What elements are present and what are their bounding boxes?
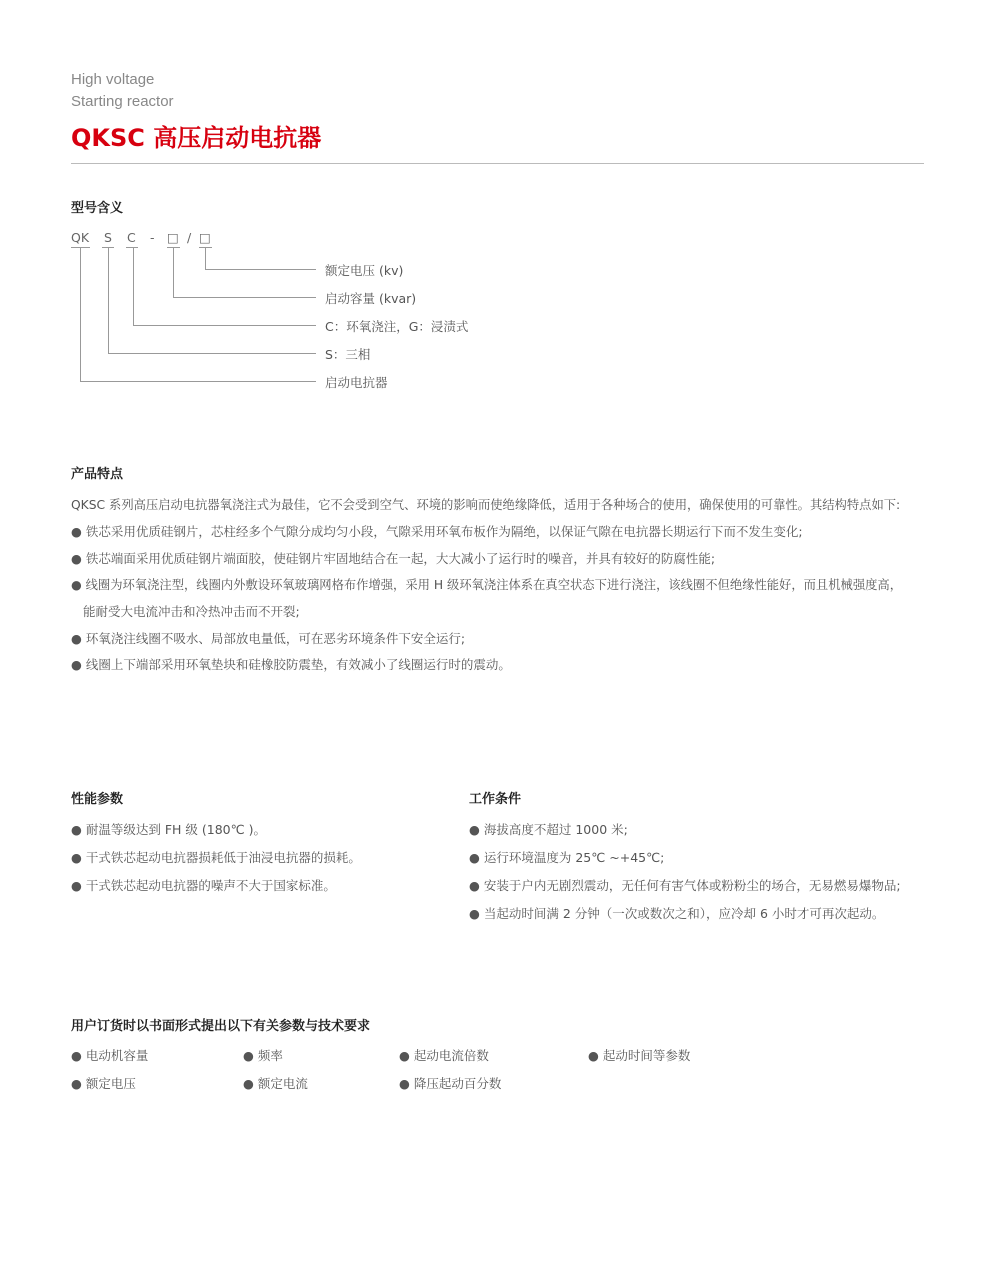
order-item: ● 额定电流: [243, 1076, 308, 1091]
performance-item: ● 干式铁芯起动电抗器损耗低于油浸电抗器的损耗。: [71, 850, 361, 865]
code-c: C: [127, 230, 136, 245]
order-item: ● 频率: [243, 1048, 283, 1063]
label-reactor: 启动电抗器: [325, 375, 388, 390]
feature-item: ● 铁芯采用优质硅钢片，芯柱经多个气隙分成均匀小段，气隙采用环氧布板作为隔绝，以保证气隙在电抗器长期运行下而不发生变化;: [71, 524, 803, 539]
performance-item: ● 干式铁芯起动电抗器的噪声不大于国家标准。: [71, 878, 336, 893]
label-rated-voltage: 额定电压 (kv): [325, 263, 404, 278]
label-phase: S：三相: [325, 347, 371, 362]
condition-item: ● 海拔高度不超过 1000 米;: [469, 822, 628, 837]
order-item: ● 起动电流倍数: [399, 1048, 489, 1063]
model-heading: 型号含义: [71, 201, 124, 216]
order-item: ● 起动时间等参数: [588, 1048, 691, 1063]
code-qk: QK: [71, 230, 90, 245]
feature-item-continued: 能耐受大电流冲击和冷热冲击而不开裂;: [83, 604, 300, 619]
performance-heading: 性能参数: [71, 792, 124, 807]
code-dash: -: [150, 230, 155, 245]
code-s: S: [104, 230, 112, 245]
feature-item: ● 铁芯端面采用优质硅钢片端面胶，使硅钢片牢固地结合在一起，大大减小了运行时的噪音，并具有较好的防腐性能;: [71, 551, 716, 566]
code-slash: /: [187, 230, 192, 245]
condition-item: ● 运行环境温度为 25℃ ~+45℃;: [469, 850, 665, 865]
features-heading: 产品特点: [71, 467, 124, 482]
code-box-capacity: □: [167, 230, 179, 245]
subtitle-en-1: High voltage: [71, 71, 155, 88]
code-box-voltage: □: [199, 230, 211, 245]
condition-item: ● 当起动时间满 2 分钟（一次或数次之和），应冷却 6 小时才可再次起动。: [469, 906, 885, 921]
condition-item: ● 安装于户内无剧烈震动，无任何有害气体或粉粉尘的场合，无易燃易爆物品;: [469, 878, 901, 893]
subtitle-en-2: Starting reactor: [71, 93, 174, 110]
feature-item: ● 线圈为环氧浇注型，线圈内外敷设环氧玻璃网格布作增强，采用 H 级环氧浇注体系在真空状态下进行浇注，该线圈不但绝缘性能好，而且机械强度高，: [71, 578, 903, 592]
model-diagram-lines: [0, 0, 330, 400]
features-intro: QKSC 系列高压启动电抗器氧浇注式为最佳，它不会受到空气、环境的影响而使绝缘降低，适用于各种场合的使用，确保使用的可靠性。其结构特点如下:: [71, 498, 901, 512]
label-type: C：环氧浇注，G：浸渍式: [325, 319, 469, 334]
order-heading: 用户订货时以书面形式提出以下有关参数与技术要求: [71, 1019, 371, 1034]
performance-item: ● 耐温等级达到 FH 级 (180℃ )。: [71, 822, 267, 837]
order-item: ● 额定电压: [71, 1076, 136, 1091]
order-item: ● 电动机容量: [71, 1048, 149, 1063]
order-item: ● 降压起动百分数: [399, 1076, 502, 1091]
feature-item: ● 线圈上下端部采用环氧垫块和硅橡胶防震垫，有效减小了线圈运行时的震动。: [71, 657, 511, 672]
conditions-heading: 工作条件: [469, 792, 522, 807]
label-capacity: 启动容量 (kvar): [325, 291, 417, 306]
page-title: QKSC 高压启动电抗器: [71, 124, 322, 152]
feature-item: ● 环氧浇注线圈不吸水、局部放电量低，可在恶劣环境条件下安全运行;: [71, 631, 466, 646]
